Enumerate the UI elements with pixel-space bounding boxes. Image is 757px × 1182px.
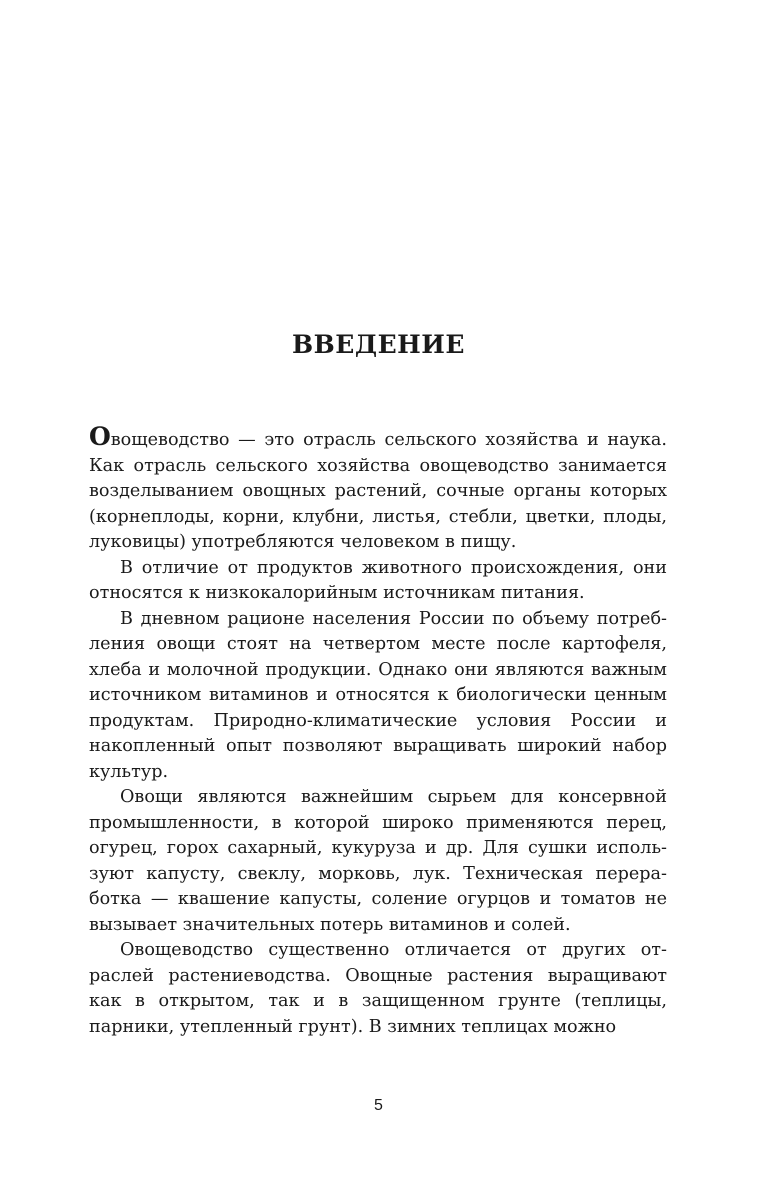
paragraph-3: В дневном рационе населения России по объему потребления овощи стоят на четвертом месте после картофеля, хлеба и молочной продукции. Однако они являются важным источником витаминов и относятся к биологически ценным продуктам. Природно-климатические условия России и накопленный опыт позволяют выращивать широкий набор культур.: [89, 608, 667, 782]
paragraph-2: В отличие от продуктов животного происхождения, они относятся к низкокалорийным источникам питания.: [89, 557, 667, 603]
paragraph-1-text: вощеводство — это отрасль сельского хозяйства и наука. Как отрасль сельского хозяйства овощеводство занимается возделыванием овощных растений, сочные органы которых (корнеплоды, корни, клубни, листья, стебли, цветки, плоды, луковицы) употребляются человеком в пищу.: [89, 430, 667, 552]
paragraph-1: [89, 422, 667, 556]
drop-letter: О: [89, 422, 111, 451]
chapter-body: [89, 422, 667, 1040]
chapter-title: ВВЕДЕНИЕ: [292, 330, 465, 359]
page-number: 5: [374, 1097, 383, 1114]
paragraph-4: Овощи являются важнейшим сырьем для консервной промышленности, в которой широко применяются перец, огурец, горох сахарный, кукуруза и др. Для сушки используют капусту, свеклу, морковь, лук. Техническая переработка — квашение капусты, соление огурцов и томатов не вызывает значительных потерь витаминов и солей.: [89, 787, 667, 935]
paragraph-5: Овощеводство существенно отличается от других отраслей растениеводства. Овощные растения выращивают как в открытом, так и в защищенном грунте (теплицы, парники, утепленный грунт). В зимних теплицах можно: [89, 940, 667, 1037]
